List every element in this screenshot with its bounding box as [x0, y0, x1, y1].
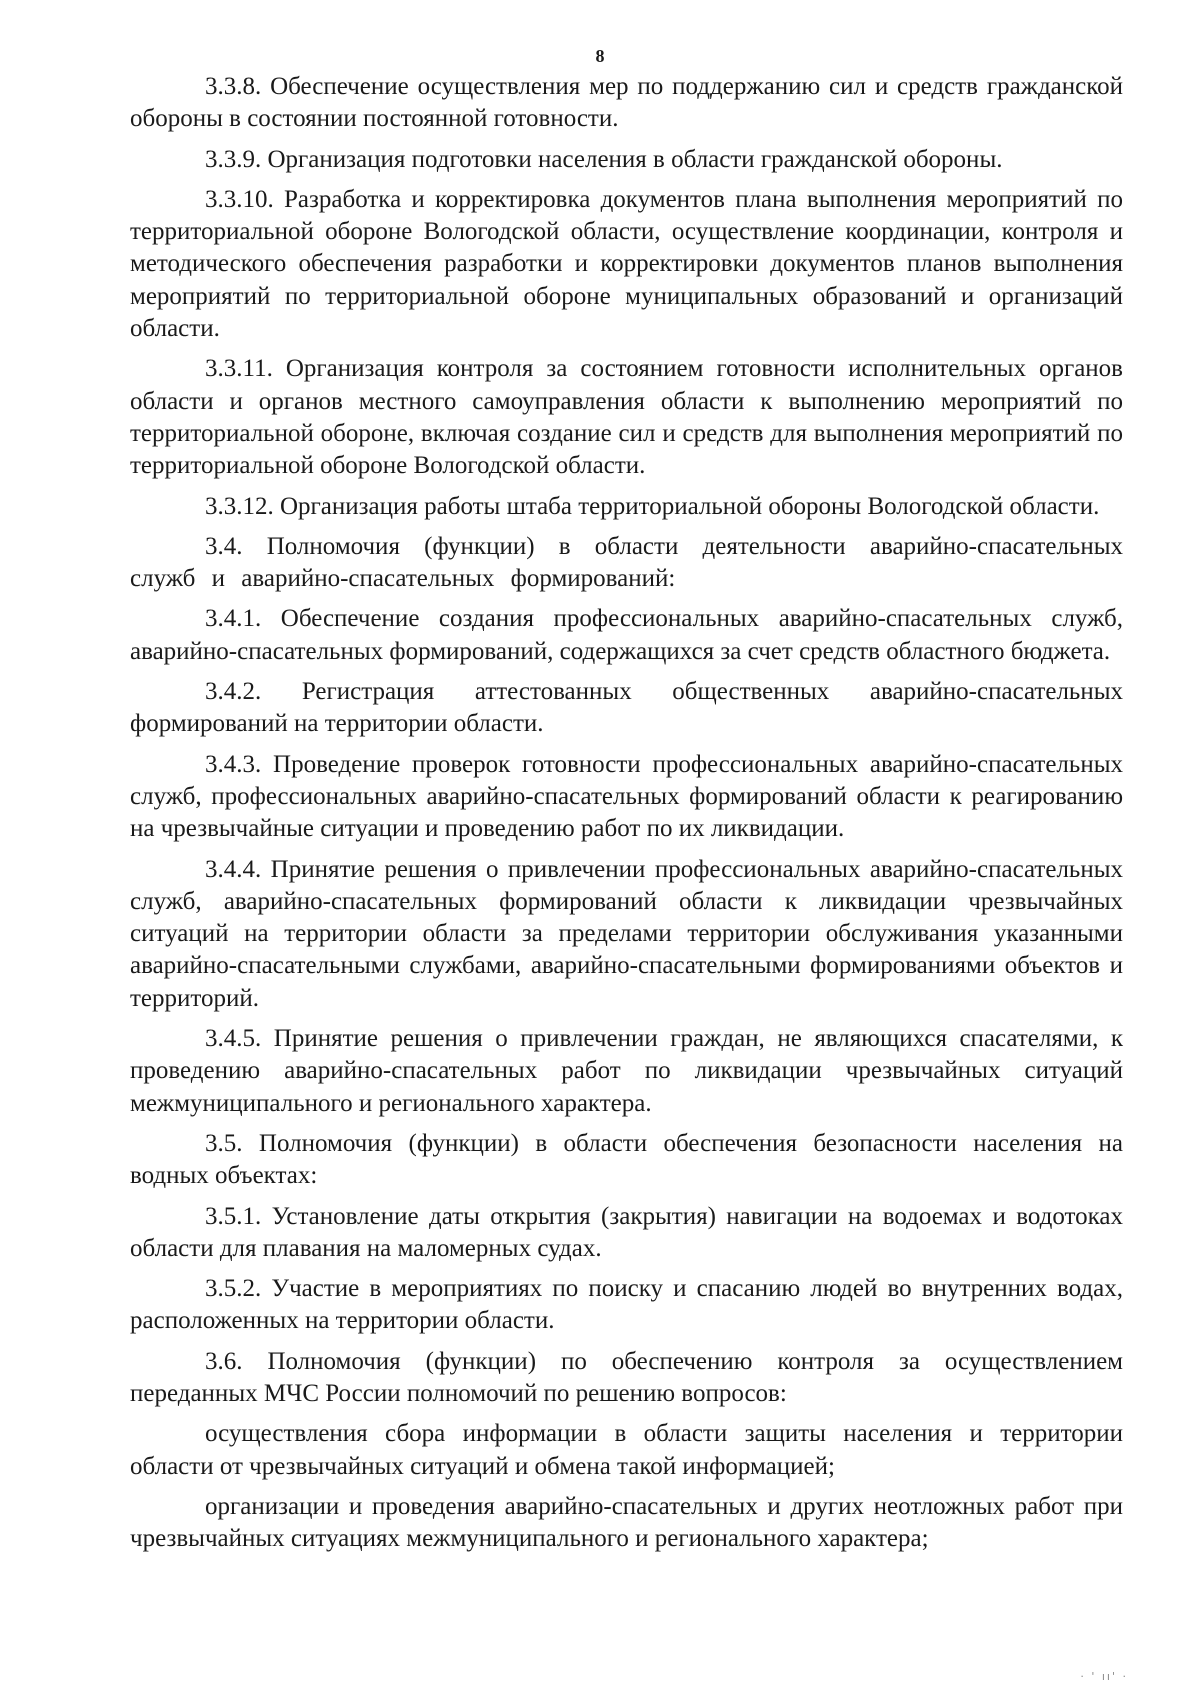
paragraph-3-4-1: 3.4.1. Обеспечение создания профессиональных аварийно-спасательных служб, аварийно-спасательных формирований, содержащихся за счет средств областного бюджета. [130, 605, 1123, 665]
paragraph-3-6-item-2: организации и проведения аварийно-спасательных и других неотложных работ при чрезвычайных ситуациях межмуниципального и регионального характера; [130, 1492, 1123, 1553]
paragraph-3-4-2: 3.4.2. Регистрация аттестованных общественных аварийно-спасательных формирований на территории области. [130, 678, 1123, 738]
paragraph-3-6: 3.6. Полномочия (функции) по обеспечению контроля за осуществлением переданных МЧС России полномочий по решению вопросов: [130, 1347, 1123, 1407]
paragraph-3-5-1: 3.5.1. Установление даты открытия (закрытия) навигации на водоемах и водотоках области для плавания на маломерных судах. [130, 1202, 1123, 1262]
paragraph-3-3-11: 3.3.11. Организация контроля за состоянием готовности исполнительных органов области и органов местного самоуправления области к выполнению мероприятий по территориальной обороне, включая создание сил и средств для выполнения мероприятий по территориальной обороне Вологодской области. [130, 355, 1123, 480]
paragraph-3-3-9: 3.3.9. Организация подготовки населения в области гражданской обороны. [205, 145, 1003, 173]
paragraph-3-6-item-1: осуществления сбора информации в области защиты населения и территории области от чрезвычайных ситуаций и обмена такой информацией; [130, 1420, 1123, 1480]
document-body [130, 71, 1123, 1563]
paragraph-3-5: 3.5. Полномочия (функции) в области обеспечения безопасности населения на водных объектах: [130, 1129, 1123, 1190]
scan-artifact-mark: · ' ıı' · [1080, 1670, 1128, 1683]
page-number: 8 [595, 46, 605, 66]
paragraph-3-3-8: 3.3.8. Обеспечение осуществления мер по поддержанию сил и средств гражданской обороны в состоянии постоянной готовности. [130, 73, 1123, 133]
paragraph-3-4: 3.4. Полномочия (функции) в области деятельности аварийно-спасательных служб и аварийно-спасательных формирований: [130, 532, 1123, 593]
paragraph-3-4-5: 3.4.5. Принятие решения о привлечении граждан, не являющихся спасателями, к проведению аварийно-спасательных работ по ликвидации чрезвычайных ситуаций межмуниципального и регионального характера. [130, 1025, 1123, 1117]
paragraph-3-3-12: 3.3.12. Организация работы штаба территориальной обороны Вологодской области. [205, 492, 1100, 520]
paragraph-3-4-4: 3.4.4. Принятие решения о привлечении профессиональных аварийно-спасательных служб, аварийно-спасательных формирований области к ликвидации чрезвычайных ситуаций на территории области за пределами территории обслуживания указанными аварийно-спасательными службами, аварийно-спасательными формированиями объектов и территорий. [130, 855, 1123, 1012]
paragraph-3-4-3: 3.4.3. Проведение проверок готовности профессиональных аварийно-спасательных служб, профессиональных аварийно-спасательных формирований области к реагированию на чрезвычайные ситуации и проведению работ по их ликвидации. [130, 750, 1123, 843]
paragraph-3-3-10: 3.3.10. Разработка и корректировка документов плана выполнения мероприятий по территориальной обороне Вологодской области, осуществление координации, контроля и методического обеспечения разработки и корректировки документов планов выполнения мероприятий по территориальной обороне муниципальных образований и организаций области. [130, 185, 1123, 343]
paragraph-3-5-2: 3.5.2. Участие в мероприятиях по поиску и спасанию людей во внутренних водах, расположенных на территории области. [130, 1275, 1123, 1335]
